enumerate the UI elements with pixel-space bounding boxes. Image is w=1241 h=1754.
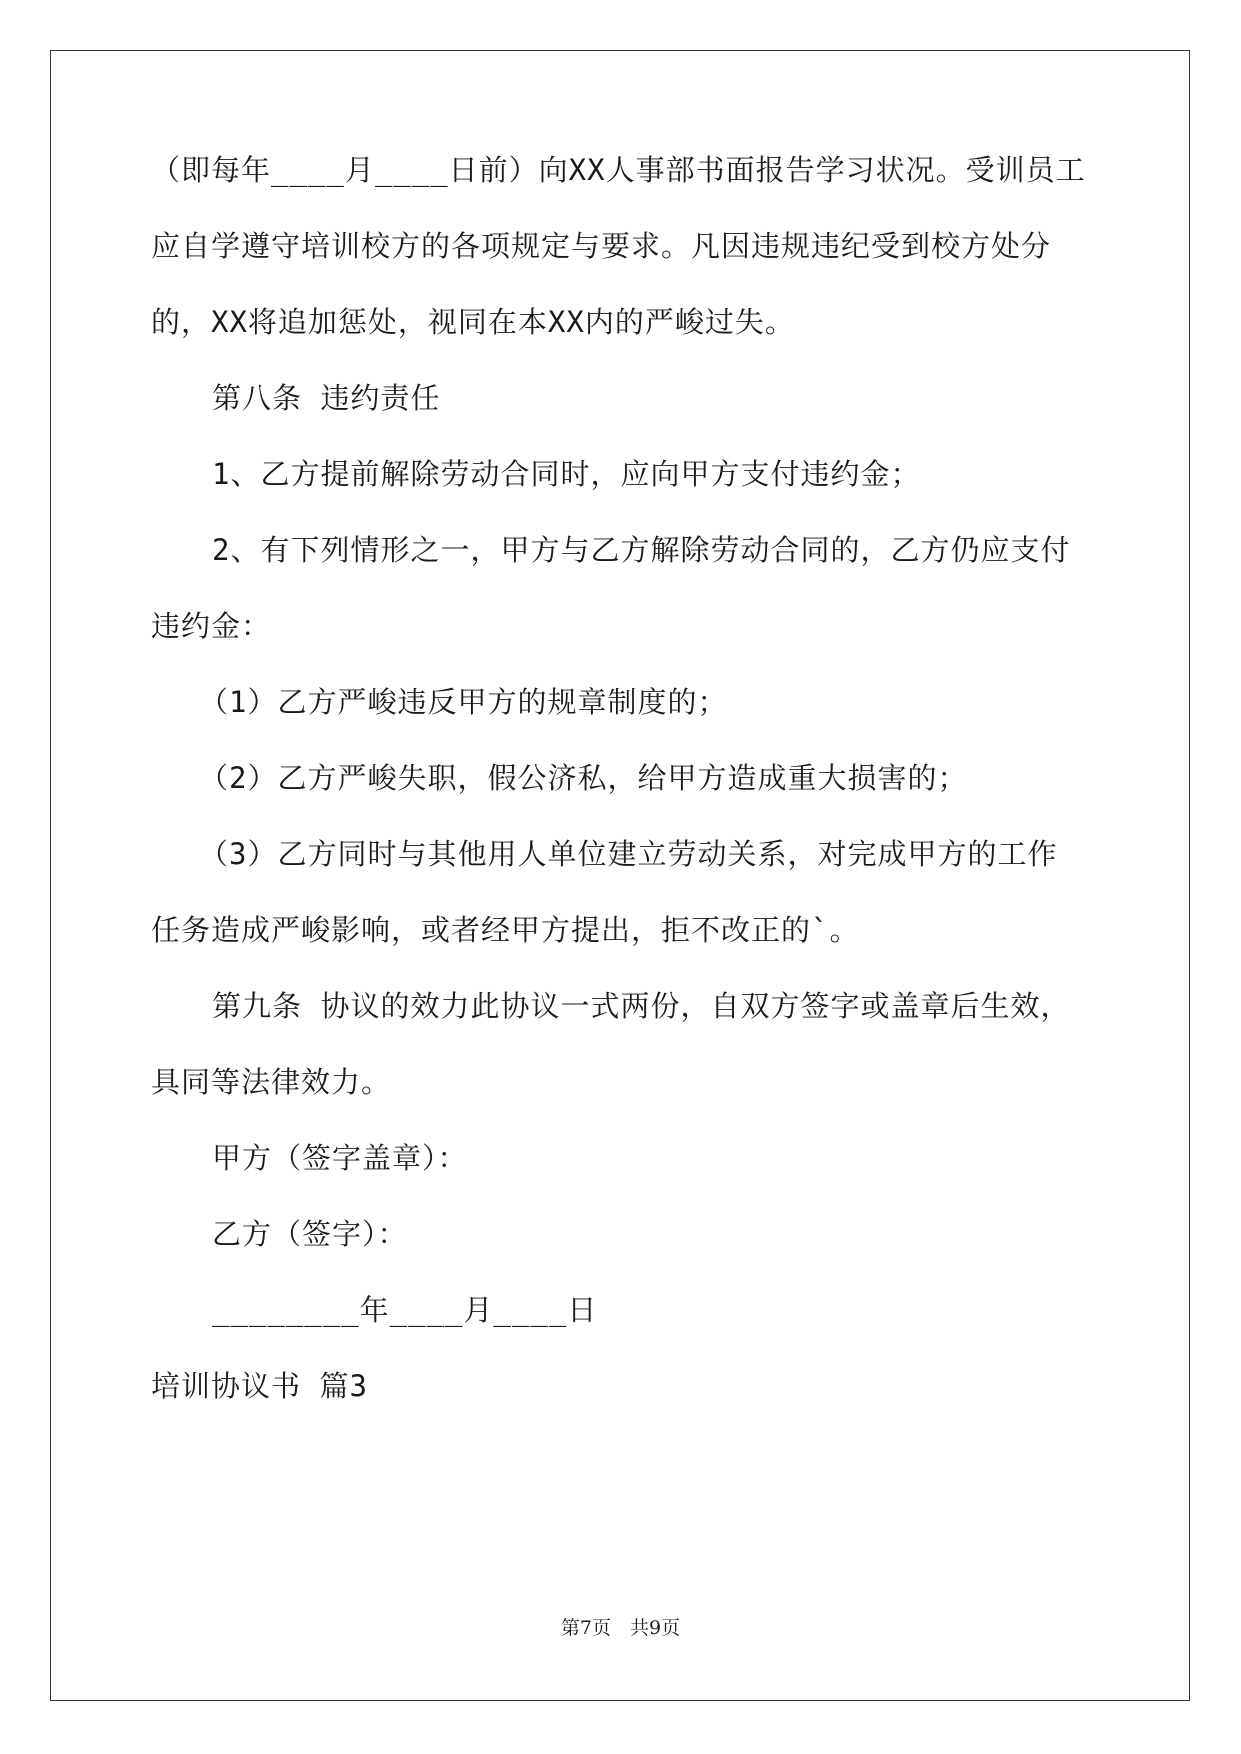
paragraph-line: 具同等法律效力。 [151,1065,392,1099]
list-item: （2）乙方严峻失职，假公济私，给甲方造成重大损害的； [199,761,968,795]
section-title: 培训协议书 篇3 [151,1369,368,1403]
signature-line-party-b: 乙方（签字）： [212,1217,408,1251]
list-item: 2、有下列情形之一，甲方与乙方解除劳动合同的，乙方仍应支付 [212,533,1071,567]
signature-line-party-a: 甲方（签字盖章）： [212,1141,468,1175]
page-number: 第7页 共9页 [560,1617,681,1639]
list-item: 1、乙方提前解除劳动合同时，应向甲方支付违约金； [212,457,921,491]
section-heading: 第八条 违约责任 [212,381,441,415]
date-line: ________年____月____日 [212,1293,598,1327]
paragraph-line: 应自学遵守培训校方的各项规定与要求。凡因违规违纪受到校方处分 [151,229,1052,263]
list-item: （1）乙方严峻违反甲方的规章制度的； [199,685,728,719]
page-border [50,50,1190,1701]
paragraph-line: 的，XX将追加惩处，视同在本XX内的严峻过失。 [151,305,795,339]
section-heading: 第九条 协议的效力此协议一式两份，自双方签字或盖章后生效， [212,989,1071,1023]
paragraph-line: 违约金： [151,609,272,643]
list-item: （3）乙方同时与其他用人单位建立劳动关系，对完成甲方的工作 [199,837,1058,871]
paragraph-line: 任务造成严峻影响，或者经甲方提出，拒不改正的`。 [151,913,860,947]
paragraph-line: （即每年____月____日前）向XX人事部书面报告学习状况。受训员工 [151,153,1086,187]
